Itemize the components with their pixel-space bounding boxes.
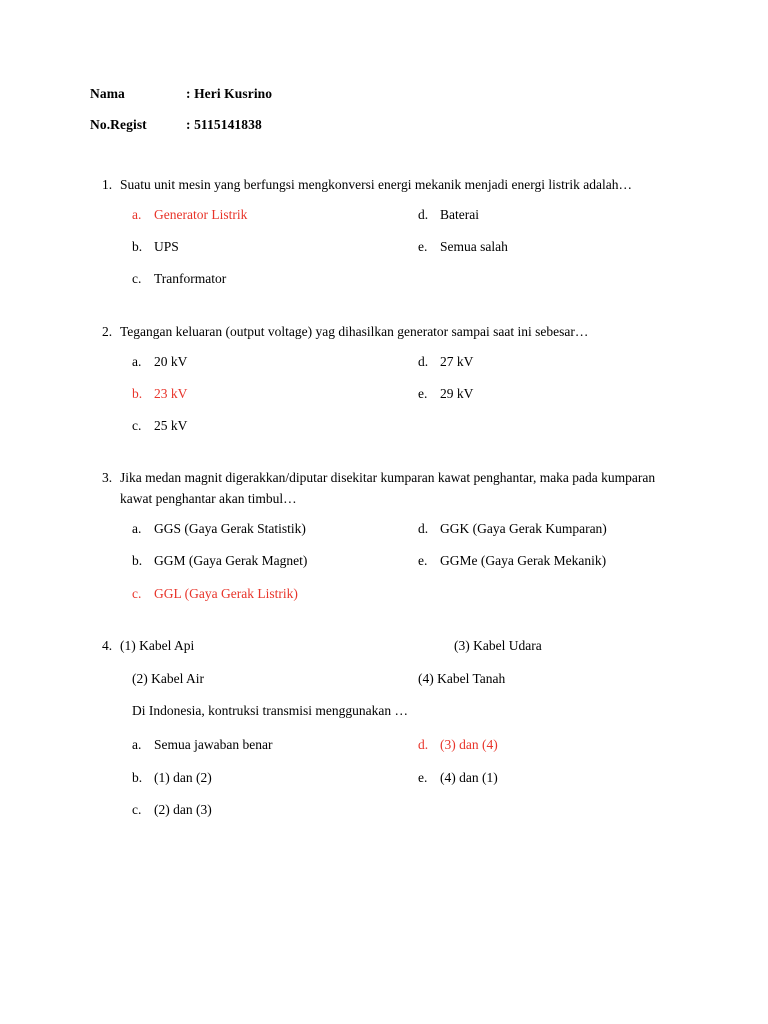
student-regist-row [90,117,672,133]
option-list [90,352,672,437]
question-item [90,175,672,290]
option-row [90,735,672,755]
option-label: UPS [154,239,179,255]
student-name-row [90,86,672,102]
option-label: 29 kV [440,385,474,401]
option-a[interactable] [90,352,410,372]
option-a[interactable] [90,205,410,225]
option-row [90,551,672,571]
question-line [90,636,672,657]
question-pair-first-right: (3) Kabel Udara [454,637,542,653]
option-letter: e. [418,769,428,785]
question-pair-second-left: (2) Kabel Air [132,670,204,686]
option-label: 23 kV [154,385,188,401]
option-letter: e. [418,385,428,401]
option-letter: c. [132,418,142,434]
option-letter: a. [132,206,142,222]
student-regist-label: No.Regist [90,117,147,132]
option-label: 20 kV [154,353,188,369]
option-letter: d. [418,737,429,753]
option-list [90,205,672,290]
option-label: GGMe (Gaya Gerak Mekanik) [440,553,607,569]
option-label: (2) dan (3) [154,801,212,817]
option-row [90,269,672,289]
option-label: Generator Listrik [154,206,248,222]
option-row [90,584,672,604]
option-letter: a. [132,353,142,369]
option-label: Tranformator [154,271,227,287]
option-b[interactable] [90,384,410,404]
option-c[interactable] [90,800,410,820]
option-letter: e. [418,239,428,255]
question-line [90,175,672,196]
option-letter: c. [132,801,142,817]
question-number: 2. [102,323,113,339]
question-pair-first-left: (1) Kabel Api [120,637,195,653]
option-label: (3) dan (4) [440,737,498,753]
option-d[interactable] [410,519,672,539]
question-line [90,322,672,343]
question-item [90,636,672,820]
option-label: Semua salah [440,239,508,255]
student-name-value: : Heri Kusrino [186,86,273,101]
question-text: Tegangan keluaran (output voltage) yag dihasilkan generator sampai saat ini sebesar… [120,323,589,339]
question-text: Jika medan magnit digerakkan/diputar disekitar kumparan kawat penghantar, maka pada kumparan kawat penghantar akan timbul… [120,470,656,507]
question-pair-second-right: (4) Kabel Tanah [418,670,506,686]
option-list [90,519,672,604]
option-d[interactable] [410,352,672,372]
option-d[interactable] [410,205,672,225]
question-prompt: Di Indonesia, kontruksi transmisi menggunakan … [132,703,408,719]
option-e[interactable] [410,768,672,788]
option-e[interactable] [410,237,672,257]
option-row [90,205,672,225]
option-label: GGL (Gaya Gerak Listrik) [154,585,298,601]
option-label: 27 kV [440,353,474,369]
question-item [90,468,672,604]
option-label: (4) dan (1) [440,769,498,785]
question-text: Suatu unit mesin yang berfungsi mengkonversi energi mekanik menjadi energi listrik adalah… [120,177,633,192]
option-letter: b. [132,385,143,401]
option-row [90,384,672,404]
option-list [90,735,672,820]
option-e[interactable] [410,551,672,571]
option-letter: b. [132,553,143,569]
option-a[interactable] [90,735,410,755]
option-b[interactable] [90,768,410,788]
option-c[interactable] [90,584,410,604]
option-label: 25 kV [154,418,188,434]
option-row [90,237,672,257]
option-label: Semua jawaban benar [154,737,273,753]
option-b[interactable] [90,551,410,571]
question-pair-row [90,669,672,689]
option-letter: c. [132,271,142,287]
option-letter: c. [132,585,142,601]
student-name-label: Nama [90,86,125,101]
option-label: GGM (Gaya Gerak Magnet) [154,553,308,569]
option-letter: e. [418,553,428,569]
option-c[interactable] [90,269,410,289]
option-d[interactable] [410,735,672,755]
option-label: GGK (Gaya Gerak Kumparan) [440,521,607,537]
option-row [90,352,672,372]
option-c[interactable] [90,416,410,436]
option-e[interactable] [410,384,672,404]
question-line [90,468,672,510]
option-label: (1) dan (2) [154,769,212,785]
option-label: GGS (Gaya Gerak Statistik) [154,521,306,537]
option-letter: b. [132,769,143,785]
option-letter: a. [132,521,142,537]
student-info-block [90,86,672,133]
option-letter: d. [418,206,429,222]
question-number: 3. [102,470,113,486]
question-item [90,322,672,437]
option-label: Baterai [440,206,479,222]
option-row [90,416,672,436]
option-a[interactable] [90,519,410,539]
option-b[interactable] [90,237,410,257]
option-row [90,519,672,539]
option-row [90,768,672,788]
option-row [90,800,672,820]
option-letter: d. [418,521,429,537]
question-number: 4. [102,637,113,653]
question-number: 1. [102,177,113,192]
option-letter: b. [132,239,143,255]
option-letter: a. [132,737,142,753]
option-letter: d. [418,353,429,369]
student-regist-value: : 5115141838 [186,117,262,132]
